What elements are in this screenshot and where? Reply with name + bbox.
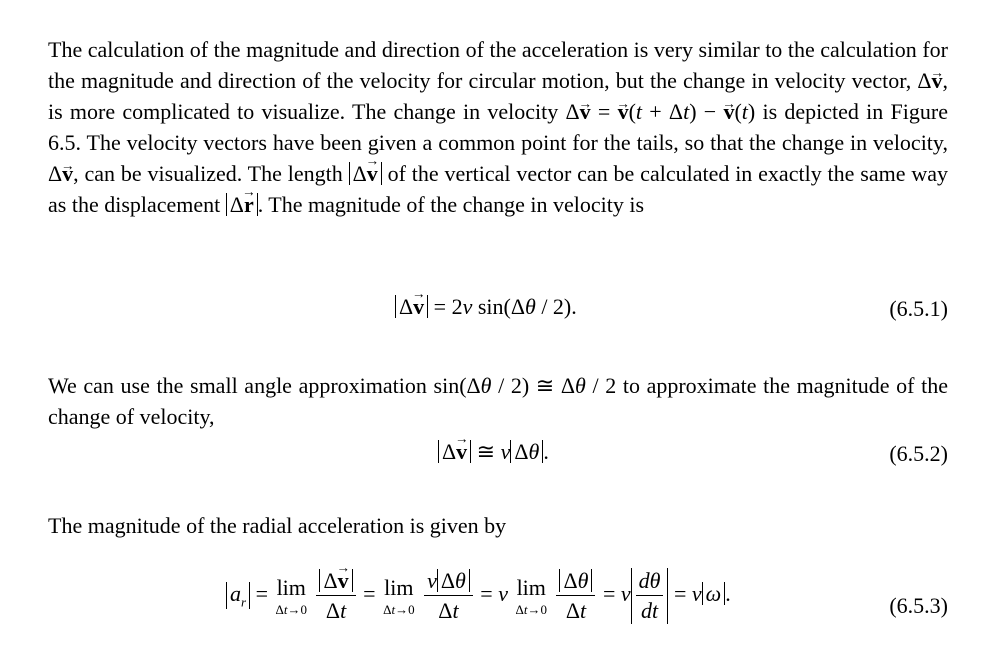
equation-6-5-1: Δv → = 2v sin(Δθ / 2). [395, 294, 577, 320]
text-run: . The magnitude of the change in velocity is [257, 192, 645, 217]
paragraph-small-angle [48, 370, 948, 432]
equation-number: (6.5.3) [889, 593, 948, 618]
text-run: The calculation of the magnitude and direction of the acceleration is very similar to the calculation for the magnitude and direction of the velocity for circular motion, but the change in velocity vector, [48, 37, 948, 93]
equation-6-5-2: Δv → ≅ v Δθ . [438, 439, 549, 465]
delta-v-symbol: Δv → [917, 68, 942, 93]
paragraph-radial-acceleration: The magnitude of the radial acceleration is given by [48, 513, 507, 538]
text-run: We can use the small angle approximation [48, 373, 434, 398]
abs-delta-r: Δr → [226, 193, 258, 216]
text-run: , is more complicated to visualize. The change in velocity [48, 68, 948, 124]
abs-delta-v: Δv → [349, 162, 382, 185]
delta-v-symbol: Δv → [48, 161, 73, 186]
text-run: is depicted in Figure 6.5. The velocity vectors have been given a common point for the tails, so that the change in velocity, [48, 99, 948, 155]
text-run: , can be visualized. The length [73, 161, 349, 186]
text-run: to approximate the magnitude of the change of velocity, [48, 373, 949, 429]
small-angle-formula: sin(Δθ / 2) ≅ Δθ / 2 [433, 373, 617, 398]
delta-v-definition: Δv → = v →(t + Δt) − v →(t) [566, 99, 756, 124]
equation-number: (6.5.2) [889, 441, 948, 466]
text-run: of the vertical vector can be calculated in exactly the same way as the displacement [48, 161, 948, 217]
equation-number: (6.5.1) [889, 296, 948, 321]
equation-6-5-3: $a_r$ = lim Δt→0 $\frac{\Delta v \to}{\Delta t}$ = lim Δt→0 $\frac{\text{v Δθ}}{\Delta t}$ = v lim Δt→0 $\frac{\Delta\theta}{\Delta t}$ = v $\frac{d\theta}{dt}$ = v ω . [226, 568, 731, 624]
paragraph-velocity-change [48, 34, 948, 220]
